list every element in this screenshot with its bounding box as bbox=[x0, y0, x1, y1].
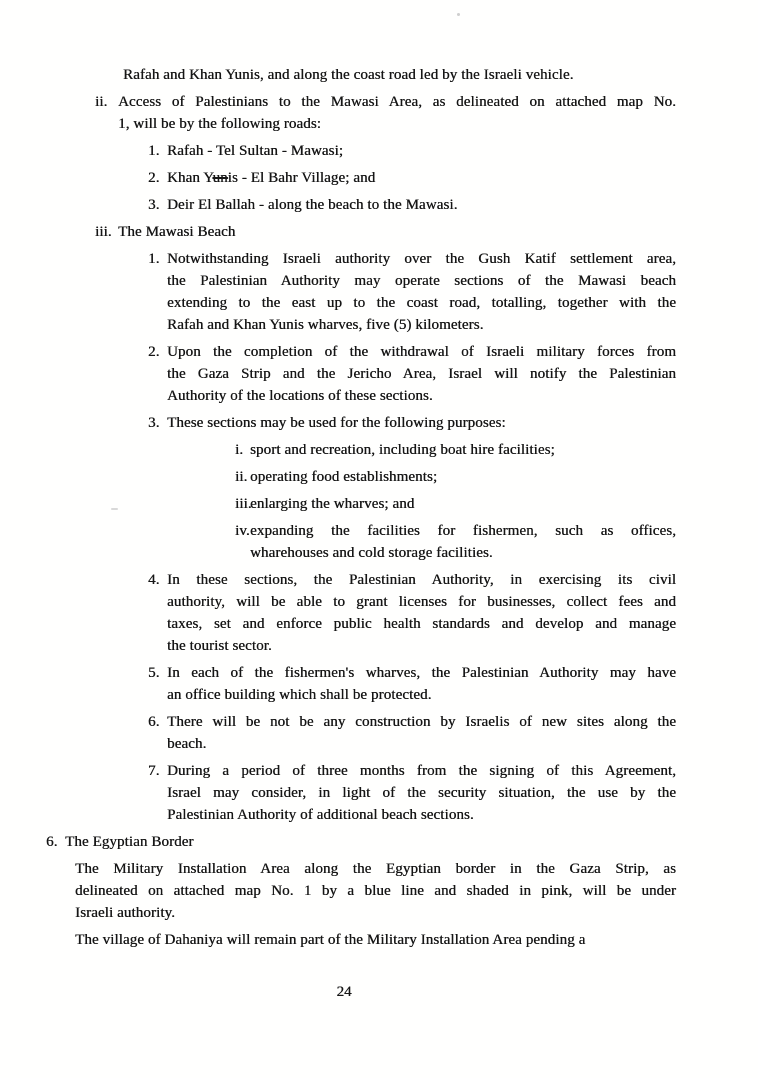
section-6-egyptian-border-heading bbox=[46, 831, 676, 853]
text-line: In each of the fishermen's wharves, the Palestinian Authority may have bbox=[167, 665, 676, 681]
text-line: Rafah and Khan Yunis, and along the coast road led by the Israeli vehicle. bbox=[123, 67, 574, 83]
text-line: beach. bbox=[167, 736, 207, 752]
list-marker: 6. bbox=[148, 714, 160, 730]
text-line: 1, will be by the following roads: bbox=[118, 116, 321, 132]
scan-artifact-dot bbox=[457, 13, 460, 16]
text-line: Access of Palestinians to the Mawasi Area, as delineated on attached map No. bbox=[118, 94, 676, 110]
purpose-item-ii bbox=[235, 466, 676, 488]
text-line: the Palestinian Authority may operate sections of the Mawasi beach bbox=[167, 273, 676, 289]
document-body bbox=[46, 64, 676, 956]
text-line: delineated on attached map No. 1 by a blue line and shaded in pink, will be under bbox=[75, 883, 676, 899]
text-line: Upon the completion of the withdrawal of Israeli military forces from bbox=[167, 344, 676, 360]
list-marker: iii. bbox=[95, 224, 112, 240]
block-text bbox=[167, 140, 676, 162]
list-marker: 2. bbox=[148, 344, 160, 360]
beach-item-6 bbox=[148, 711, 676, 755]
text-line: operating food establishments; bbox=[250, 469, 438, 485]
text-line: wharehouses and cold storage facilities. bbox=[250, 545, 493, 561]
block-text bbox=[167, 412, 676, 434]
block-text bbox=[250, 439, 676, 461]
text-line: sport and recreation, including boat hire facilities; bbox=[250, 442, 555, 458]
block-text bbox=[65, 831, 676, 853]
text-line: The Mawasi Beach bbox=[118, 224, 236, 240]
beach-item-7 bbox=[148, 760, 676, 826]
list-marker: 3. bbox=[148, 197, 160, 213]
list-marker: iii. bbox=[235, 496, 252, 512]
item-iii-mawasi-beach-heading bbox=[95, 221, 676, 243]
list-marker: ii. bbox=[235, 469, 248, 485]
text-line: These sections may be used for the following purposes: bbox=[167, 415, 506, 431]
text-line: The village of Dahaniya will remain part of the Military Installation Area pending a bbox=[75, 932, 586, 948]
block-text bbox=[167, 248, 676, 336]
block-text bbox=[167, 711, 676, 755]
road-item-1 bbox=[148, 140, 676, 162]
beach-item-5 bbox=[148, 662, 676, 706]
text-line: enlarging the wharves; and bbox=[250, 496, 415, 512]
beach-item-2 bbox=[148, 341, 676, 407]
block-text bbox=[167, 341, 676, 407]
purpose-item-iv bbox=[235, 520, 676, 564]
text-line: authority, will be able to grant licenses for businesses, collect fees and bbox=[167, 594, 676, 610]
text-line: an office building which shall be protected. bbox=[167, 687, 432, 703]
egyptian-border-paragraph-2 bbox=[75, 929, 676, 951]
text-line: Rafah - Tel Sultan - Mawasi; bbox=[167, 143, 344, 159]
beach-item-3 bbox=[148, 412, 676, 434]
text-line: Notwithstanding Israeli authority over the Gush Katif settlement area, bbox=[167, 251, 676, 267]
text-line: the tourist sector. bbox=[167, 638, 272, 654]
block-text bbox=[167, 662, 676, 706]
egyptian-border-paragraph-1 bbox=[75, 858, 676, 924]
list-marker: 1. bbox=[148, 143, 160, 159]
item-ii-mawasi-access bbox=[95, 91, 676, 135]
block-text bbox=[75, 929, 676, 951]
block-text bbox=[123, 64, 676, 86]
text-line: Palestinian Authority of additional beach sections. bbox=[167, 807, 474, 823]
text-line: expanding the facilities for fishermen, such as offices, bbox=[250, 523, 676, 539]
block-text bbox=[167, 760, 676, 826]
text-line: Khan Yunis - El Bahr Village; and bbox=[167, 170, 376, 186]
struck-text: un bbox=[212, 170, 228, 186]
block-text bbox=[167, 194, 676, 216]
list-marker: i. bbox=[235, 442, 244, 458]
block-text bbox=[75, 858, 676, 924]
text-line: Deir El Ballah - along the beach to the Mawasi. bbox=[167, 197, 458, 213]
block-text bbox=[167, 167, 676, 189]
block-text bbox=[167, 569, 676, 657]
purpose-item-iii bbox=[235, 493, 676, 515]
list-marker: ii. bbox=[95, 94, 108, 110]
road-item-3 bbox=[148, 194, 676, 216]
list-marker: 1. bbox=[148, 251, 160, 267]
text-line: Israeli authority. bbox=[75, 905, 175, 921]
text-line: Rafah and Khan Yunis wharves, five (5) kilometers. bbox=[167, 317, 484, 333]
list-marker: iv. bbox=[235, 523, 250, 539]
beach-item-4 bbox=[148, 569, 676, 657]
list-marker: 7. bbox=[148, 763, 160, 779]
block-text bbox=[250, 493, 676, 515]
block-text bbox=[118, 221, 676, 243]
list-marker: 3. bbox=[148, 415, 160, 431]
text-line: extending to the east up to the coast road, totalling, together with the bbox=[167, 295, 676, 311]
text-line: During a period of three months from the signing of this Agreement, bbox=[167, 763, 676, 779]
text-line: In these sections, the Palestinian Authority, in exercising its civil bbox=[167, 572, 676, 588]
text-line: There will be not be any construction by Israelis of new sites along the bbox=[167, 714, 676, 730]
text-line: the Gaza Strip and the Jericho Area, Israel will notify the Palestinian bbox=[167, 366, 676, 382]
block-text bbox=[250, 466, 676, 488]
text-line: The Military Installation Area along the Egyptian border in the Gaza Strip, as bbox=[75, 861, 676, 877]
text-line: taxes, set and enforce public health standards and develop and manage bbox=[167, 616, 676, 632]
beach-item-1 bbox=[148, 248, 676, 336]
list-marker: 5. bbox=[148, 665, 160, 681]
text-line: Authority of the locations of these sections. bbox=[167, 388, 433, 404]
paragraph-continuation bbox=[123, 64, 676, 86]
list-marker: 6. bbox=[46, 834, 58, 850]
text-line: The Egyptian Border bbox=[65, 834, 194, 850]
page-number: 24 bbox=[336, 984, 352, 1000]
block-text bbox=[118, 91, 676, 135]
list-marker: 4. bbox=[148, 572, 160, 588]
text-line: Israel may consider, in light of the security situation, the use by the bbox=[167, 785, 676, 801]
purpose-item-i bbox=[235, 439, 676, 461]
road-item-2 bbox=[148, 167, 676, 189]
list-marker: 2. bbox=[148, 170, 160, 186]
block-text bbox=[250, 520, 676, 564]
